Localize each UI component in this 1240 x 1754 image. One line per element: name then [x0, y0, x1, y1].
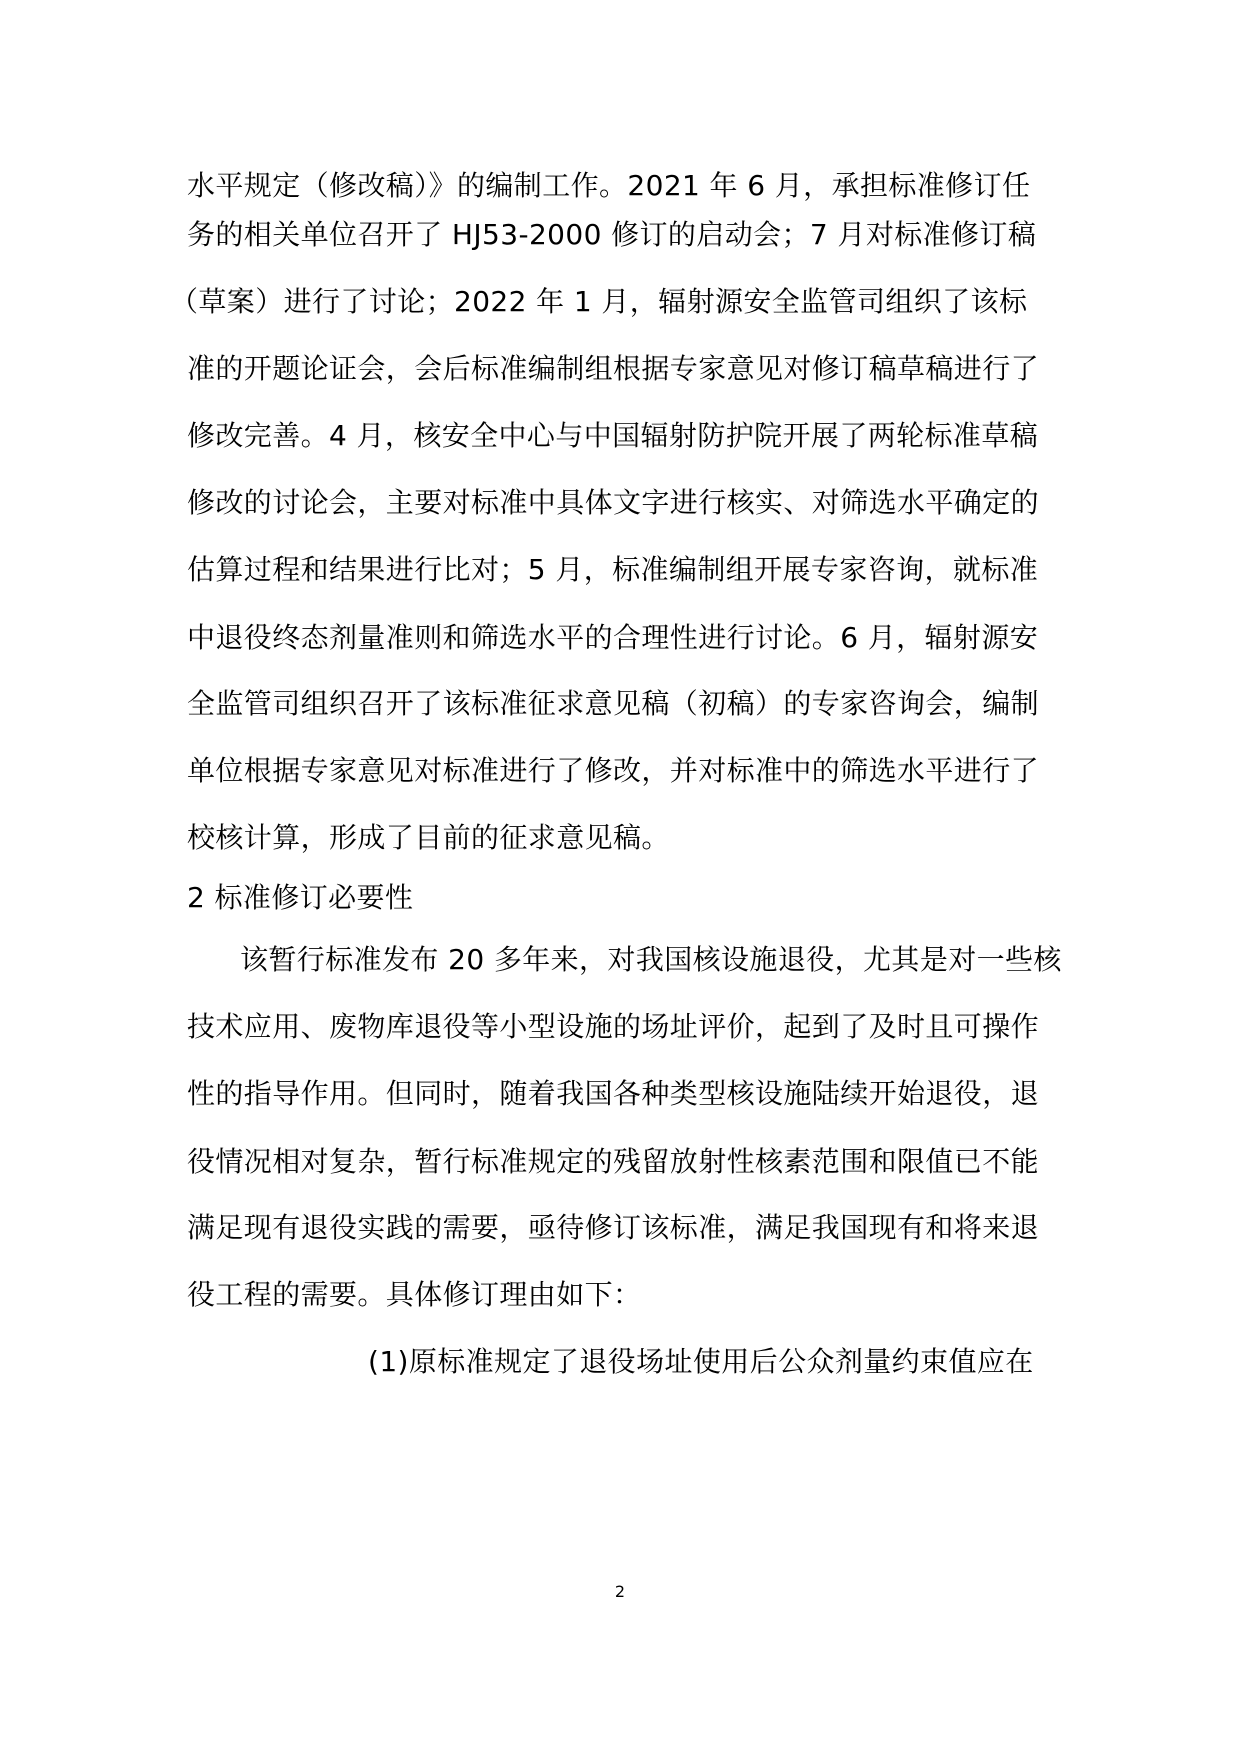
section-heading: 2 标准修订必要性 — [187, 881, 414, 914]
paragraph-2-line-3: 性的指导作用。但同时，随着我国各种类型核设施陆续开始退役，退 — [187, 1077, 1040, 1110]
list-item-1: (1)原标准规定了退役场址使用后公众剂量约束值应在 — [368, 1345, 1034, 1378]
paragraph-1-line-3: （草案）进行了讨论；2022 年 1 月，辐射源安全监管司组织了该标 — [170, 285, 1028, 318]
paragraph-2-line-6: 役工程的需要。具体修订理由如下： — [187, 1278, 642, 1311]
paragraph-1-line-5: 修改完善。4 月，核安全中心与中国辐射防护院开展了两轮标准草稿 — [187, 419, 1039, 452]
paragraph-2-line-2: 技术应用、废物库退役等小型设施的场址评价，起到了及时且可操作 — [187, 1010, 1040, 1043]
paragraph-1-line-4: 准的开题论证会，会后标准编制组根据专家意见对修订稿草稿进行了 — [187, 352, 1040, 385]
paragraph-2-line-5: 满足现有退役实践的需要，亟待修订该标准，满足我国现有和将来退 — [187, 1211, 1040, 1244]
paragraph-1-line-10: 单位根据专家意见对标准进行了修改，并对标准中的筛选水平进行了 — [187, 754, 1040, 787]
paragraph-1-line-6: 修改的讨论会，主要对标准中具体文字进行核实、对筛选水平确定的 — [187, 486, 1040, 519]
paragraph-2-line-1: 该暂行标准发布 20 多年来，对我国核设施退役，尤其是对一些核 — [240, 943, 1062, 976]
paragraph-1-line-2: 务的相关单位召开了 HJ53-2000 修订的启动会；7 月对标准修订稿 — [187, 218, 1037, 251]
paragraph-1-line-8: 中退役终态剂量准则和筛选水平的合理性进行讨论。6 月，辐射源安 — [187, 621, 1039, 654]
paragraph-1-line-1: 水平规定（修改稿）》的编制工作。2021 年 6 月，承担标准修订任 — [187, 169, 1031, 202]
paragraph-1-line-7: 估算过程和结果进行比对；5 月，标准编制组开展专家咨询，就标准 — [187, 553, 1039, 586]
paragraph-1-line-9: 全监管司组织召开了该标准征求意见稿（初稿）的专家咨询会，编制 — [187, 687, 1040, 720]
page-number: 2 — [614, 1582, 626, 1601]
paragraph-2-line-4: 役情况相对复杂，暂行标准规定的残留放射性核素范围和限值已不能 — [187, 1145, 1040, 1178]
paragraph-1-line-11: 校核计算，形成了目前的征求意见稿。 — [187, 821, 670, 854]
